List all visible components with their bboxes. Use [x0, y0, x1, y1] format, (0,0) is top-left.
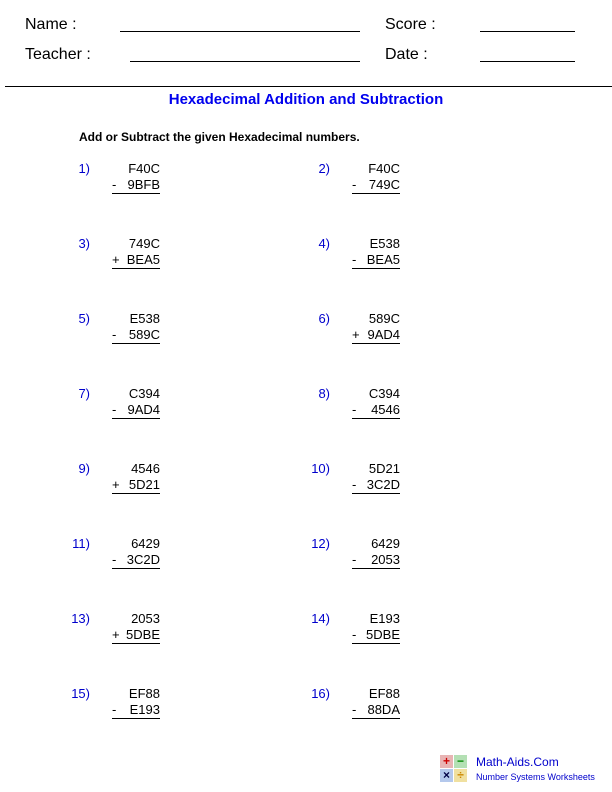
- bottom-operand-row: [352, 402, 400, 419]
- brand-name: Math-Aids.Com: [476, 755, 559, 769]
- top-operand: 4546: [131, 461, 160, 476]
- top-operand: F40C: [128, 161, 160, 176]
- bottom-operand: 3C2D: [126, 552, 160, 567]
- problem-number: 11): [72, 536, 90, 551]
- problem-number: 8): [318, 386, 330, 401]
- bottom-operand-row: [112, 552, 160, 569]
- bottom-operand: 3C2D: [366, 477, 400, 492]
- top-operand: C394: [128, 386, 160, 401]
- bottom-operand-row: [352, 252, 400, 269]
- bottom-operand-row: [352, 627, 400, 644]
- bottom-operand-row: [112, 627, 160, 644]
- problem-4: [300, 236, 430, 276]
- teacher-label: Teacher :: [25, 46, 91, 63]
- top-operand: F40C: [368, 161, 400, 176]
- problem-6: [300, 311, 430, 351]
- problem-number: 6): [318, 311, 330, 326]
- bottom-operand-row: [112, 702, 160, 719]
- problem-number: 3): [78, 236, 90, 251]
- problem-number: 4): [318, 236, 330, 251]
- problem-1: [60, 161, 190, 201]
- operator: -: [112, 177, 117, 192]
- operator: -: [352, 252, 357, 267]
- problem-number: 14): [311, 611, 330, 626]
- problem-2: [300, 161, 430, 201]
- operator: -: [112, 702, 117, 717]
- operator: -: [352, 477, 357, 492]
- problem-number: 1): [78, 161, 90, 176]
- operator: +: [352, 327, 360, 342]
- problem-number: 15): [71, 686, 90, 701]
- bottom-operand: 5DBE: [126, 627, 160, 642]
- divide-icon: ÷: [454, 769, 467, 782]
- plus-icon: +: [440, 755, 453, 768]
- score-label: Score :: [385, 16, 436, 33]
- bottom-operand: 9BFB: [127, 177, 160, 192]
- problem-12: [300, 536, 430, 576]
- operator: -: [112, 327, 117, 342]
- bottom-operand-row: [112, 402, 160, 419]
- problem-number: 10): [311, 461, 330, 476]
- bottom-operand-row: [352, 552, 400, 569]
- minus-icon: −: [454, 755, 467, 768]
- bottom-operand: 2053: [371, 552, 400, 567]
- bottom-operand-row: [112, 327, 160, 344]
- top-operand: 6429: [131, 536, 160, 551]
- operator: -: [112, 402, 117, 417]
- bottom-operand: 5D21: [128, 477, 160, 492]
- bottom-operand: BEA5: [126, 252, 160, 267]
- operator: -: [352, 402, 357, 417]
- bottom-operand-row: [112, 477, 160, 494]
- name-field[interactable]: [120, 31, 360, 32]
- problem-5: [60, 311, 190, 351]
- top-operand: 749C: [128, 236, 160, 251]
- top-operand: E193: [369, 611, 400, 626]
- top-operand: E538: [369, 236, 400, 251]
- problem-number: 12): [311, 536, 330, 551]
- problem-3: [60, 236, 190, 276]
- problem-number: 16): [311, 686, 330, 701]
- bottom-operand: 589C: [128, 327, 160, 342]
- bottom-operand-row: [352, 177, 400, 194]
- bottom-operand: 9AD4: [127, 402, 160, 417]
- bottom-operand: BEA5: [366, 252, 400, 267]
- problem-11: [60, 536, 190, 576]
- problem-8: [300, 386, 430, 426]
- bottom-operand-row: [352, 702, 400, 719]
- operator: -: [352, 552, 357, 567]
- bottom-operand: 88DA: [367, 702, 400, 717]
- bottom-operand: 9AD4: [367, 327, 400, 342]
- problem-16: [300, 686, 430, 726]
- bottom-operand-row: [112, 252, 160, 269]
- problem-7: [60, 386, 190, 426]
- math-aids-logo-icon: [440, 755, 470, 785]
- header-divider: [5, 86, 612, 87]
- name-label: Name :: [25, 16, 77, 33]
- problem-14: [300, 611, 430, 651]
- problem-10: [300, 461, 430, 501]
- operator: +: [112, 627, 120, 642]
- problem-15: [60, 686, 190, 726]
- bottom-operand: E193: [129, 702, 160, 717]
- top-operand: EF88: [128, 686, 160, 701]
- problem-number: 2): [318, 161, 330, 176]
- score-field[interactable]: [480, 31, 575, 32]
- date-label: Date :: [385, 46, 428, 63]
- date-field[interactable]: [480, 61, 575, 62]
- top-operand: 5D21: [368, 461, 400, 476]
- bottom-operand-row: [352, 327, 400, 344]
- problem-number: 7): [78, 386, 90, 401]
- top-operand: E538: [129, 311, 160, 326]
- bottom-operand: 5DBE: [366, 627, 400, 642]
- top-operand: C394: [368, 386, 400, 401]
- top-operand: 589C: [368, 311, 400, 326]
- operator: -: [352, 627, 357, 642]
- problem-number: 9): [78, 461, 90, 476]
- operator: +: [112, 252, 120, 267]
- problem-9: [60, 461, 190, 501]
- top-operand: 2053: [131, 611, 160, 626]
- operator: +: [112, 477, 120, 492]
- teacher-field[interactable]: [130, 61, 360, 62]
- instructions: Add or Subtract the given Hexadecimal numbers.: [79, 130, 360, 144]
- bottom-operand-row: [112, 177, 160, 194]
- bottom-operand-row: [352, 477, 400, 494]
- brand-subtitle: Number Systems Worksheets: [476, 772, 595, 782]
- top-operand: 6429: [371, 536, 400, 551]
- bottom-operand: 749C: [368, 177, 400, 192]
- page-title: Hexadecimal Addition and Subtraction: [168, 91, 444, 108]
- problem-number: 5): [78, 311, 90, 326]
- operator: -: [352, 702, 357, 717]
- top-operand: EF88: [368, 686, 400, 701]
- operator: -: [352, 177, 357, 192]
- problem-number: 13): [71, 611, 90, 626]
- bottom-operand: 4546: [371, 402, 400, 417]
- problem-13: [60, 611, 190, 651]
- operator: -: [112, 552, 117, 567]
- times-icon: ×: [440, 769, 453, 782]
